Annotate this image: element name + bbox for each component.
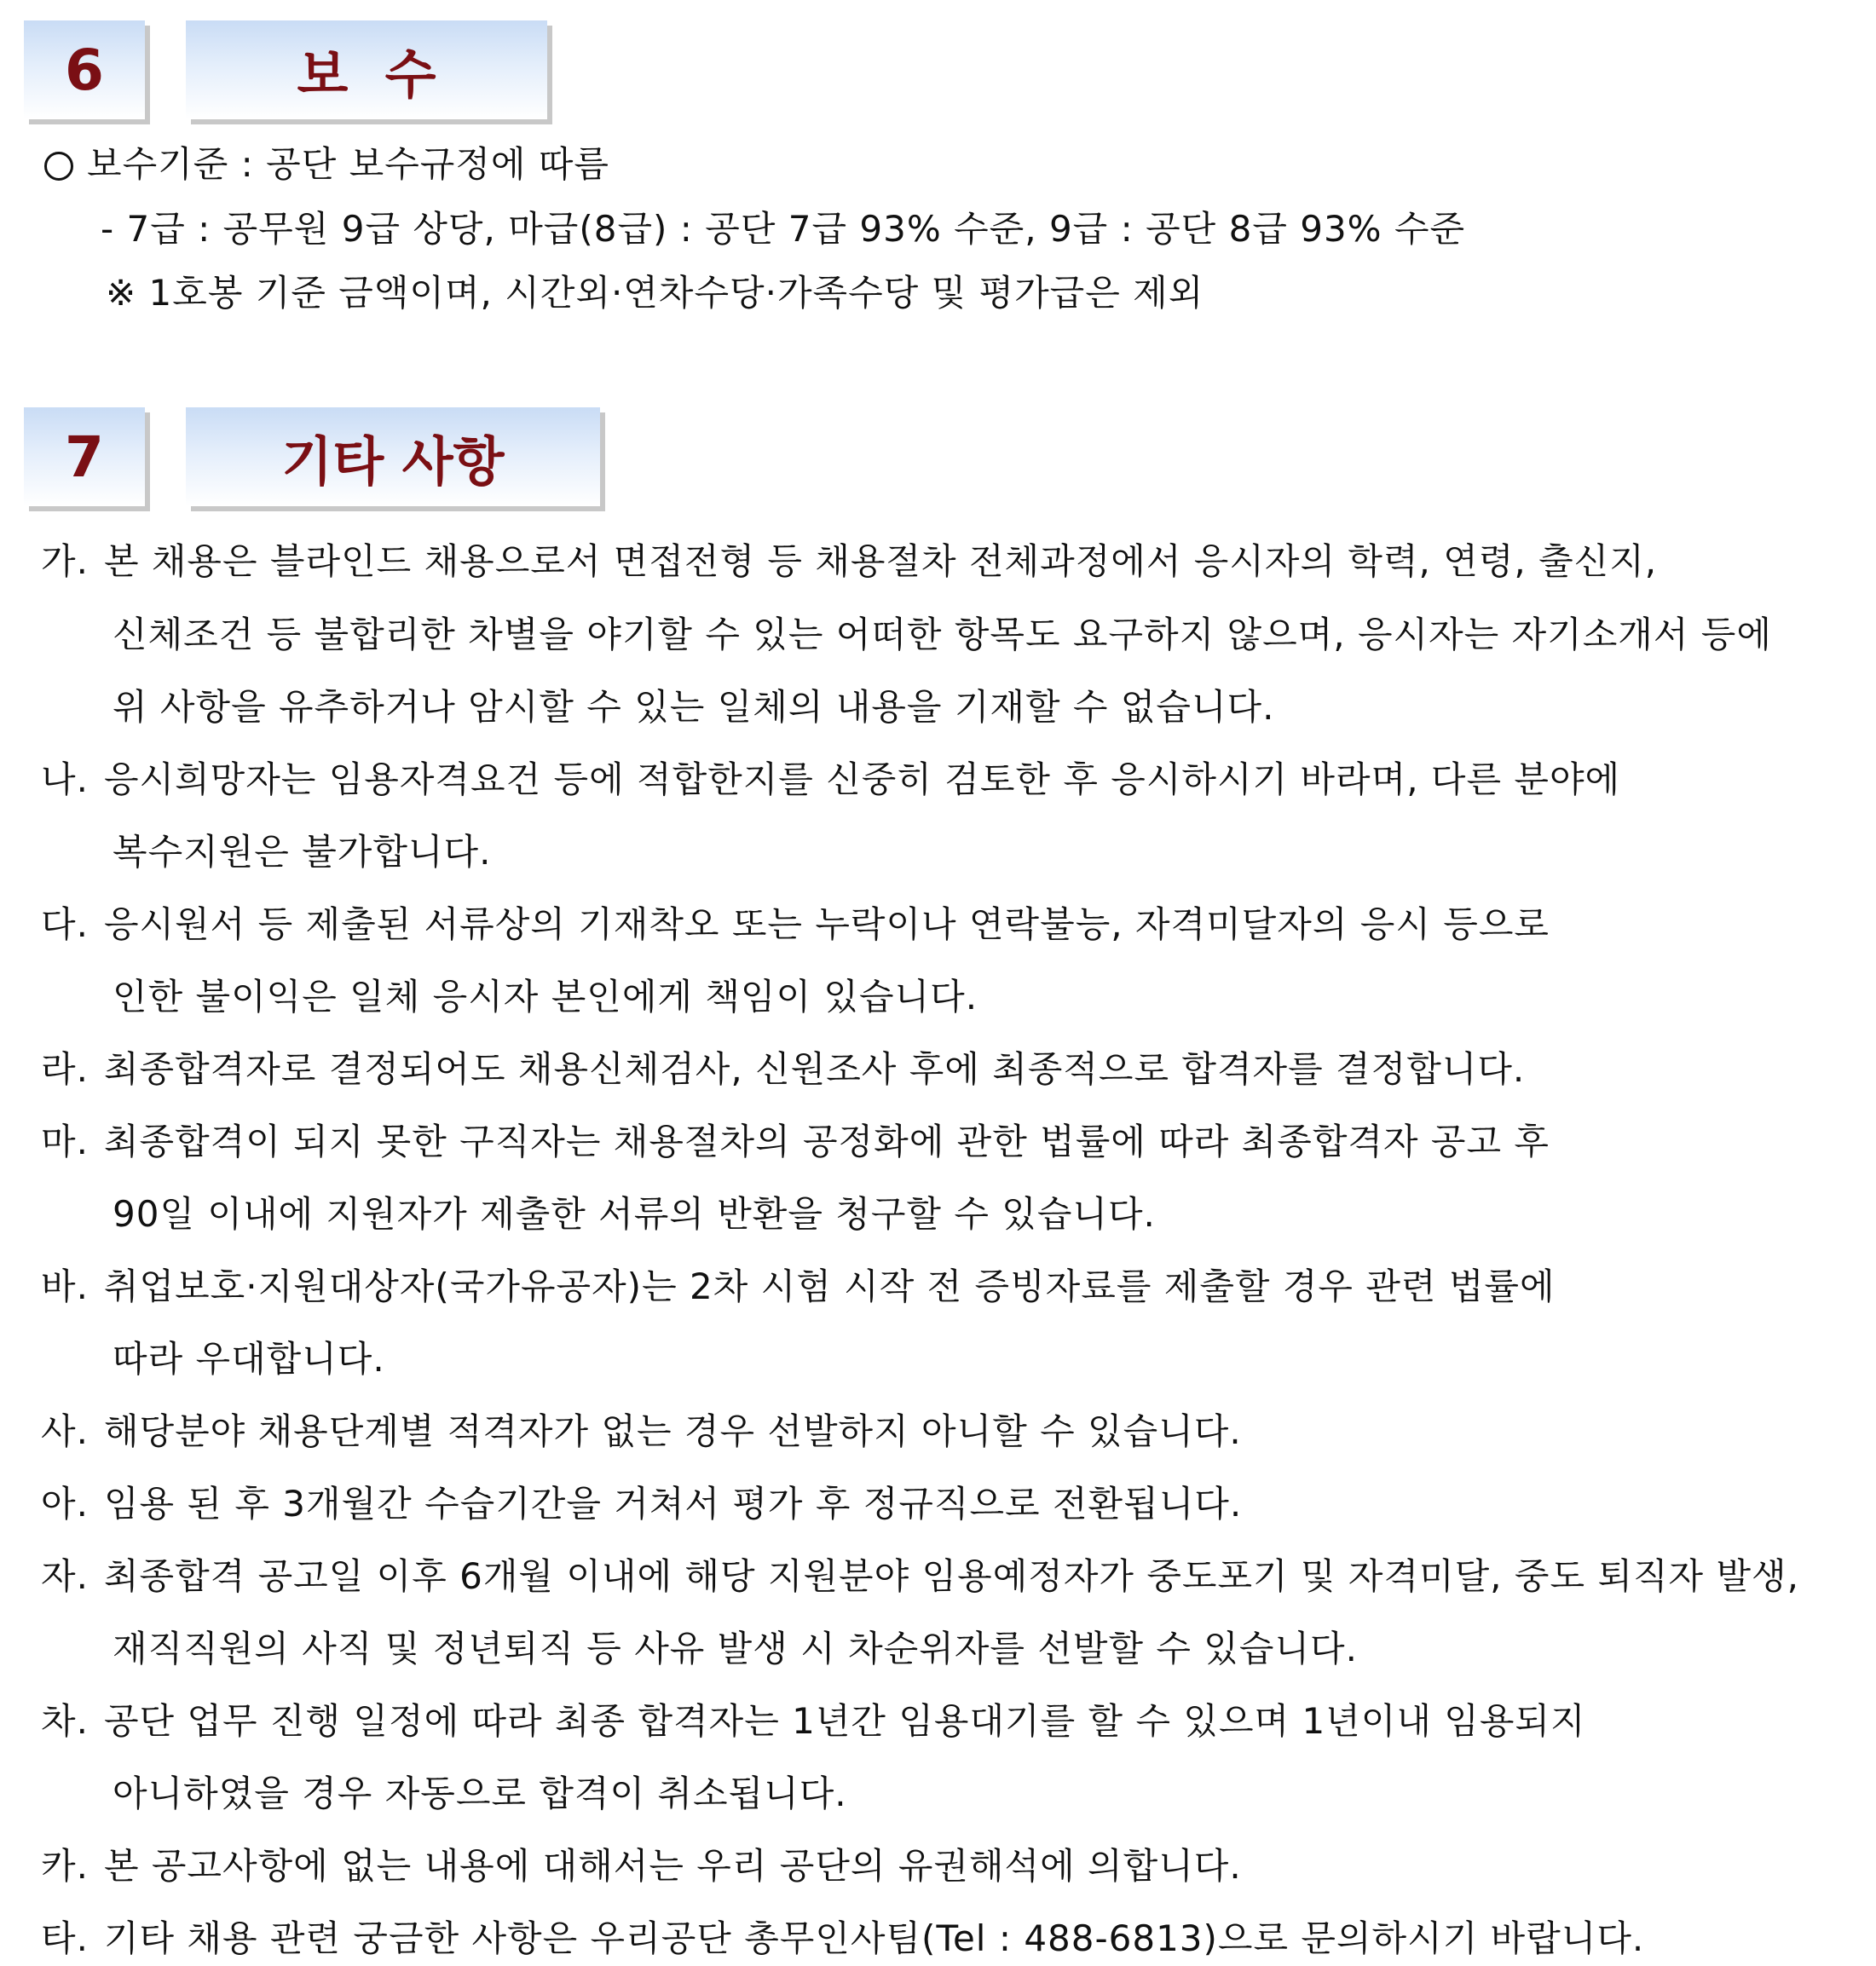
list-item-marker: 마. <box>41 1121 89 1162</box>
list-item <box>41 1845 1242 1888</box>
list-item <box>41 1266 1556 1308</box>
list-item <box>41 1048 1525 1091</box>
list-item-continuation: 신체조건 등 불합리한 차별을 야기할 수 있는 어떠한 항목도 요구하지 않으며, 응시자는 자기소개서 등에 <box>113 614 1772 655</box>
section-7-title-box <box>186 407 600 506</box>
list-item <box>41 1121 1550 1163</box>
list-item-marker: 바. <box>41 1266 89 1307</box>
list-item-marker: 아. <box>41 1483 89 1525</box>
section-6-number: 6 <box>65 37 104 103</box>
list-item-text: 본 공고사항에 없는 내용에 대해서는 우리 공단의 유권해석에 의합니다. <box>103 1845 1242 1887</box>
list-item-marker: 차. <box>41 1700 89 1742</box>
list-item-text: 해당분야 채용단계별 적격자가 없는 경우 선발하지 아니할 수 있습니다. <box>103 1410 1242 1452</box>
list-item <box>41 540 1657 583</box>
section-7-number-box <box>24 407 145 506</box>
list-item-marker: 나. <box>41 758 89 800</box>
list-item-text: 취업보호·지원대상자(국가유공자)는 2차 시험 시작 전 증빙자료를 제출할 경우 관련 법률에 <box>103 1266 1556 1307</box>
list-item <box>41 1700 1586 1743</box>
list-item-continuation: 따라 우대합니다. <box>113 1338 385 1380</box>
list-item-marker: 카. <box>41 1845 89 1887</box>
section-6-note: ※ 1호봉 기준 금액이며, 시간외·연차수당·가족수당 및 평가급은 제외 <box>106 272 1204 314</box>
list-item-marker: 가. <box>41 540 89 582</box>
list-item-continuation: 인한 불이익은 일체 응시자 본인에게 책임이 있습니다. <box>113 976 978 1018</box>
section-6-bullet: 보수기준 : 공단 보수규정에 따름 <box>44 143 609 186</box>
list-item-marker: 라. <box>41 1048 89 1090</box>
list-item-continuation: 복수지원은 불가합니다. <box>113 831 492 873</box>
list-item-text: 임용 된 후 3개월간 수습기간을 거쳐서 평가 후 정규직으로 전환됩니다. <box>103 1483 1243 1525</box>
list-item-text: 최종합격 공고일 이후 6개월 이내에 해당 지원분야 임용예정자가 중도포기 및 자격미달, 중도 퇴직자 발생, <box>103 1555 1799 1597</box>
list-item-text: 본 채용은 블라인드 채용으로서 면접전형 등 채용절차 전체과정에서 응시자의 학력, 연령, 출신지, <box>103 540 1658 582</box>
section-6-number-box <box>24 20 145 119</box>
list-item <box>41 1917 1644 1960</box>
list-item-continuation: 위 사항을 유추하거나 암시할 수 있는 일체의 내용을 기재할 수 없습니다. <box>113 686 1275 728</box>
list-item-continuation: 90일 이내에 지원자가 제출한 서류의 반환을 청구할 수 있습니다. <box>113 1193 1156 1235</box>
section-7-title: 기타 사항 <box>281 430 505 493</box>
list-item-text: 최종합격자로 결정되어도 채용신체검사, 신원조사 후에 최종적으로 합격자를 결정합니다. <box>103 1048 1526 1090</box>
section-6-sub-item: - 7급 : 공무원 9급 상당, 마급(8급) : 공단 7급 93% 수준, 9급 : 공단 8급 93% 수준 <box>101 208 1466 250</box>
list-item <box>41 1555 1799 1598</box>
section-6-header <box>0 20 614 126</box>
list-item-marker: 사. <box>41 1410 89 1452</box>
list-item <box>41 903 1550 946</box>
list-item-text: 공단 업무 진행 일정에 따라 최종 합격자는 1년간 임용대기를 할 수 있으며 1년이내 임용되지 <box>103 1700 1586 1742</box>
section-7-header <box>0 407 614 513</box>
circle-bullet-icon <box>44 152 73 181</box>
list-item <box>41 1410 1242 1453</box>
list-item-marker: 자. <box>41 1555 89 1597</box>
list-item-continuation: 재직직원의 사직 및 정년퇴직 등 사유 발생 시 차순위자를 선발할 수 있습니다. <box>113 1628 1358 1669</box>
list-item-marker: 다. <box>41 903 89 945</box>
list-item-text: 응시희망자는 임용자격요건 등에 적합한지를 신중히 검토한 후 응시하시기 바라며, 다른 분야에 <box>103 758 1621 800</box>
section-6-title: 보 수 <box>297 43 436 106</box>
section-7-number: 7 <box>65 424 104 490</box>
section-6-title-box <box>186 20 547 119</box>
list-item-text: 기타 채용 관련 궁금한 사항은 우리공단 총무인사팀(Tel : 488-6813)으로 문의하시기 바랍니다. <box>103 1917 1645 1959</box>
list-item-text: 응시원서 등 제출된 서류상의 기재착오 또는 누락이나 연락불능, 자격미달자의 응시 등으로 <box>103 903 1550 945</box>
list-item <box>41 758 1620 801</box>
list-item-continuation: 아니하였을 경우 자동으로 합격이 취소됩니다. <box>113 1773 847 1814</box>
list-item <box>41 1483 1242 1525</box>
list-item-text: 최종합격이 되지 못한 구직자는 채용절차의 공정화에 관한 법률에 따라 최종합격자 공고 후 <box>103 1121 1550 1162</box>
list-item-marker: 타. <box>41 1917 89 1959</box>
